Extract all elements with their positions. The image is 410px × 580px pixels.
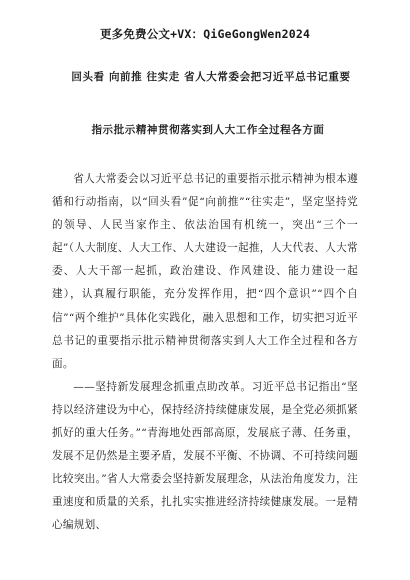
body-paragraph-1: 省人大常委会以习近平总书记的重要指示批示精神为根本遵循和行动指南，以“回头看”促“向前推”“往实走”，坚定坚持党的领导、人民当家作主、依法治国有机统一，突出“三个一起”（人大制度、人大工作、人大建设一起推，人大代表、人大常委、人大干部一起抓，政治建设、作风建设、能力建设一起建），认真履行职能，充分发挥作用，把“四个意识”“四个自信”“两个维护”具体化实践化，融入思想和工作，切实把习近平总书记的重要指示批示精神贯彻落实到人大工作全过程和各方面。	[52, 173, 358, 370]
body-paragraph-2: ——坚持新发展理念抓重点助改革。习近平总书记指出“坚持以经济建设为中心，保持经济持续健康发展，是全党必须抓紧抓好的重大任务。”“青海地处西部高原，发展底子薄、任务重，发展不足仍然是主要矛盾，发展不平衡、不协调、不可持续问题比较突出。”省人大常委会坚持新发展理念，从法治角度发力，注重速度和质量的关系，扎扎实实推进经济持续健康发展。一是精心编规划、	[52, 380, 358, 532]
document-body	[52, 168, 358, 538]
document-title-line-1: 回头看 向前推 往实走 省人大常委会把习近平总书记重要	[71, 71, 351, 83]
document-title-line-2: 指示批示精神贯彻落实到人大工作全过程各方面	[91, 124, 325, 136]
watermark-header: 更多免费公文+VX：QiGeGongWen2024	[99, 27, 311, 41]
